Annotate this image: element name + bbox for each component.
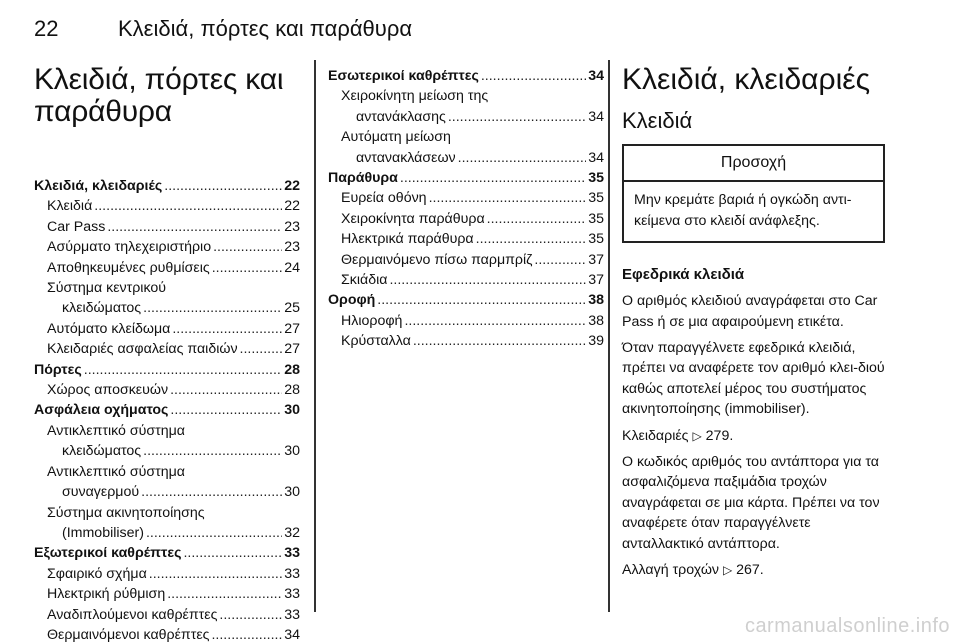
toc-entry[interactable]: Ηλεκτρικά παράθυρα ..... 35	[328, 229, 604, 249]
subsection-title: Κλειδιά	[622, 108, 693, 133]
toc-entry[interactable]: κλειδώματος ..... 25	[34, 298, 300, 318]
toc-entry-line: Αυτόματη μείωση	[341, 129, 451, 146]
toc-entry[interactable]: συναγερμού ..... 30	[34, 482, 300, 502]
toc-entry-windows[interactable]: Παράθυρα ..... 35	[328, 168, 604, 188]
page-header	[34, 4, 934, 54]
toc-column-2	[328, 66, 604, 352]
toc-entry[interactable]: Αναδιπλούμενοι καθρέπτες ..... 33	[34, 605, 300, 625]
watermark: carmanualsonline.info	[744, 615, 950, 637]
toc-entry-line: Αντικλεπτικό σύστημα	[47, 463, 186, 480]
toc-entry[interactable]: Ηλεκτρική ρύθμιση ..... 33	[34, 584, 300, 604]
paragraph: Όταν παραγγέλνετε εφεδρικά κλειδιά, πρέπει να αναφέρετε τον αριθμό κλει-διού καθώς αποτελεί μέρος του συστήματος ακινητοποίησης (immobiliser).	[622, 340, 885, 418]
toc-entry[interactable]: Σκιάδια ..... 37	[328, 270, 604, 290]
toc-entry-line: Σύστημα κεντρικού	[47, 280, 167, 297]
cross-reference-wheel-change[interactable]: Αλλαγή τροχών ▷ 267.	[622, 562, 764, 579]
toc-entry[interactable]: αντανάκλασης ..... 34	[328, 107, 604, 127]
toc-entry[interactable]: Χώρος αποσκευών ..... 28	[34, 380, 300, 400]
toc-entry[interactable]: Σφαιρικό σχήμα ..... 33	[34, 564, 300, 584]
toc-column-1	[34, 60, 300, 642]
toc-entry-line: Αντικλεπτικό σύστημα	[47, 422, 186, 439]
toc-entry[interactable]: Αποθηκευμένες ρυθμίσεις ..... 24	[34, 258, 300, 278]
toc-entry-line: Σύστημα ακινητοποίησης	[47, 504, 205, 521]
toc-entry[interactable]: αντανακλάσεων ..... 34	[328, 148, 604, 168]
toc-entry-roof[interactable]: Οροφή ..... 38	[328, 290, 604, 310]
toc-entry[interactable]: κλειδώματος ..... 30	[34, 441, 300, 461]
toc-entry-line: Χειροκίνητη μείωση της	[341, 88, 489, 105]
toc-entry[interactable]: Θερμαινόμενο πίσω παρμπρίζ ..... 37	[328, 250, 604, 270]
caution-text: Μην κρεμάτε βαριά ή ογκώδη αντι-κείμενα στο κλειδί ανάφλεξης.	[634, 192, 852, 229]
toc-entry[interactable]: Κλειδιά ..... 22	[34, 196, 300, 216]
toc-entry[interactable]: Κρύσταλλα ..... 39	[328, 331, 604, 351]
cross-reference-locks[interactable]: Κλειδαριές ▷ 279.	[622, 427, 734, 444]
toc-entry-interior-mirrors[interactable]: Εσωτερικοί καθρέπτες ..... 34	[328, 66, 604, 86]
content-column	[622, 60, 888, 587]
arrow-right-icon: ▷	[722, 563, 733, 578]
column-divider	[314, 60, 316, 612]
chapter-title: Κλειδιά, πόρτες και παράθυρα	[34, 63, 284, 128]
toc-entry[interactable]: Χειροκίνητα παράθυρα ..... 35	[328, 209, 604, 229]
toc-entry[interactable]: Κλειδαριές ασφαλείας παιδιών ..... 27	[34, 339, 300, 359]
column-divider	[608, 60, 610, 612]
toc-entry[interactable]: Θερμαινόμενοι καθρέπτες ..... 34	[34, 625, 300, 642]
section-title: Κλειδιά, κλειδαριές	[622, 63, 871, 96]
paragraph: Ο κωδικός αριθμός του αντάπτορα για τα ασφαλιζόμενα παξιμάδια τροχών αναγράφεται σε μια κάρτα. Πρέπει να τον αναφέρετε όταν παραγγέλνετε ανταλλακτικό αντάπτορα.	[622, 454, 880, 552]
arrow-right-icon: ▷	[692, 428, 702, 443]
caution-box	[622, 144, 885, 243]
toc-entry[interactable]: Car Pass ..... 23	[34, 217, 300, 237]
caution-heading: Προσοχή	[624, 146, 883, 182]
spare-keys-heading: Εφεδρικά κλειδιά	[622, 266, 745, 284]
toc-entry-exterior-mirrors[interactable]: Εξωτερικοί καθρέπτες ..... 33	[34, 543, 300, 563]
toc-entry-security[interactable]: Ασφάλεια οχήματος ..... 30	[34, 400, 300, 420]
toc-entry-keys[interactable]: Κλειδιά, κλειδαριές ..... 22	[34, 176, 300, 196]
toc-entry[interactable]: Αυτόματο κλείδωμα ..... 27	[34, 319, 300, 339]
page-number: 22	[34, 16, 59, 41]
toc-entry-doors[interactable]: Πόρτες ..... 28	[34, 360, 300, 380]
toc-entry[interactable]: Ηλιοροφή ..... 38	[328, 311, 604, 331]
paragraph: Ο αριθμός κλειδιού αναγράφεται στο Car Pass ή σε μια αφαιρούμενη ετικέτα.	[622, 293, 878, 330]
toc-entry[interactable]: Ευρεία οθόνη ..... 35	[328, 188, 604, 208]
toc-entry[interactable]: Ασύρματο τηλεχειριστήριο ..... 23	[34, 237, 300, 257]
toc-entry[interactable]: (Immobiliser) ..... 32	[34, 523, 300, 543]
running-title: Κλειδιά, πόρτες και παράθυρα	[118, 16, 413, 41]
